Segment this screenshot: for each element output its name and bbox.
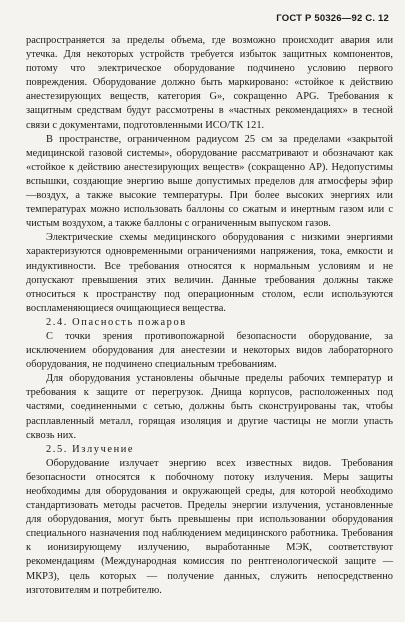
paragraph-fire-safety: С точки зрения противопожарной безопасности оборудование, за исключением оборудования для анестезии и некоторых видов лабораторного оборудования, не подчинено специальным требованиям.	[26, 330, 393, 371]
paragraph-confined-space: В пространстве, ограниченном радиусом 25 см за пределами «закрытой медицинской газовой системы», оборудование рассматривают и обозначают как «стойкое к действию анестезирующих веществ» (сокращенно АР). Недопустимы вспышки, создающие энергию выше допустимых пределов для атмосферы эфир—воздух, а также высокие температуры. При более высоких энергиях или температурах можно использовать баллоны со сжатым и инертным газом или с чистым воздухом, а также баллоны с ограниченным выпуском газов.	[26, 133, 393, 230]
paragraph-continued: распространяется за пределы объема, где возможно происходит авария или утечка. Для некоторых устройств требуется избыток защитных компонентов, потому что электрическое оборудование подчинено условию первого повреждения. Оборудование должно быть маркировано: «стойкое к действию анестезирующих веществ, категория G», сокращенно APG. Требования к защитным средствам будут рассмотрены в «частных рекомендациях» в тесной связи с документами, подготовленными ИСО/ТК 121.	[26, 35, 393, 131]
document-body	[26, 34, 393, 598]
page-header: ГОСТ Р 50326—92 С. 12	[276, 13, 389, 24]
paragraph-radiation: Оборудование излучает энергию всех известных видов. Требования безопасности относятся к побочному потоку излучения. Меры защиты необходимы для оборудования и окружающей среды, для которой необходимо стандартизовать методы расчетов. Пределы энергии излучения, установленные для оборудования, могут быть превышены при использовании оборудования специального назначения под наблюдением медицинского работника. Требования к ионизирующему излучению, выработанные МЭК, соответствуют рекомендациям (Международная комиссия по рентгенологической защите — МКРЗ), цель которых — получение данных, служить непосредственно изготовителям и потребителю.	[26, 457, 393, 596]
paragraph-operating-temperatures: Для оборудования установлены обычные пределы рабочих температур и требования к защите от перегрузок. Днища корпусов, расположенных под частями, соединенными с сетью, должны быть сконструированы так, чтобы расплавленный металл, горящая изоляция и другие частицы не могли упасть сквозь них.	[26, 373, 393, 441]
section-heading-fire-hazard: 2.4. Опасность пожаров	[46, 316, 187, 328]
section-heading-radiation: 2.5. Излучение	[46, 443, 135, 455]
paragraph-low-energy-circuits: Электрические схемы медицинского оборудования с низкими энергиями характеризуются одновременными ограничениями напряжения, тока, емкости и индуктивности. Все требования относятся к нормальным условиям и не допускают превышения этих величин. Данные требования должны также относиться к пространству под операционным столом, если используются воспламеняющиеся очищающиеся вещества.	[26, 232, 393, 314]
